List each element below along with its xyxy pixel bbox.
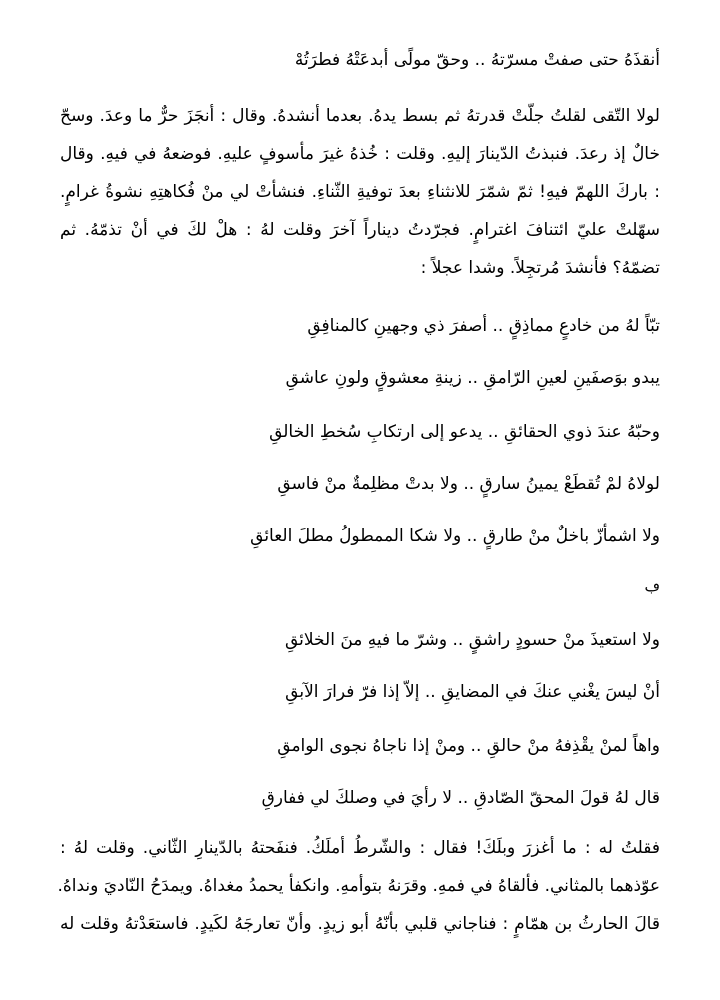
verse-line: لولاهُ لمْ تُقطَعْ يمينُ سارقٍ .. ولا بدتْ مظلِمةٌ منْ فاسقِ xyxy=(277,474,660,494)
prose-line: تضمّهُ؟ فأنشدَ مُرتجِلاً. وشدا عجلاً : xyxy=(420,258,660,278)
verse-line: ولا استعيذَ منْ حسودٍ راشقٍ .. وشرّ ما فيهِ منَ الخلائقِ xyxy=(285,630,660,650)
verse-line: تبّاً لهُ من خادعٍ مماذِقٍ .. أصفرَ ذي وجهينِ كالمنافِقِ xyxy=(307,316,660,336)
prose-line: سهّلتْ عليّ ائتنافَ اغترامٍ. فجرّدتُ ديناراً آخرَ وقلت لهُ : هلْ لكَ في أنْ تذمّهُ. ثم xyxy=(60,220,660,240)
verse-line: ولا اشمأزّ باخلٌ منْ طارقٍ .. ولا شكا الممطولُ مطلَ العائقِ xyxy=(250,526,660,546)
prose-line: خالٌ إذ رعدَ. فنبذتُ الدّينارَ إليهِ. وقلت : خُذهُ غيرَ مأسوفٍ عليهِ. فوضعهُ في فيهِ. وقال xyxy=(60,144,660,164)
verse-line: وحبّهُ عندَ ذوي الحقائقِ .. يدعو إلى ارتكابِ سُخطِ الخالقِ xyxy=(269,422,660,442)
prose-line: عوّذهما بالمثاني. فألقاهُ في فمهِ. وقرَنهُ بتوأمهِ. وانكفأ يحمدُ مغداهُ. ويمدَحُ النّاديَ ونداهُ. xyxy=(57,876,660,896)
prose-line: لولا التّقى لقلتُ جلّتْ قدرتهُ ثم بسط يدهُ. بعدما أنشدهُ. وقال : أنجَزَ حرٌّ ما وعدَ. وسحّ xyxy=(60,106,660,126)
stray-glyph: ڢ xyxy=(644,577,660,595)
prose-line: فقلتُ له : ما أغزرَ وبلَكَ! فقال : والشّرطُ أملَكُ. فنفَحتهُ بالدّينارِ الثّاني. وقلت لهُ : xyxy=(60,838,660,858)
prose-line: قالَ الحارثُ بن همّامٍ : فناجاني قلبي بأنّهُ أبو زيدٍ. وأنّ تعارجَهُ لكَيدٍ. فاستعَدْتهُ وقلت له xyxy=(60,914,660,934)
verse-line: أنْ ليسَ يغْني عنكَ في المضايقِ .. إلاّ إذا فرّ فرارَ الآبقِ xyxy=(285,682,660,702)
verse-line: أنقذَهُ حتى صفتْ مسرّتهُ .. وحقّ مولًى أبدعَتْهُ فطرَتُهْ xyxy=(294,50,660,70)
verse-line: يبدو بوَصفَينِ لعينِ الرّامقِ .. زينةِ معشوقٍ ولونِ عاشقِ xyxy=(285,368,660,388)
verse-line: واهاً لمنْ يقْذِفهُ منْ حالقِ .. ومنْ إذا ناجاهُ نجوى الوامقِ xyxy=(277,736,660,756)
prose-line: : باركَ اللهمّ فيهِ! ثمّ شمّرَ للانثناءِ بعدَ توفيةِ الثّناءِ. فنشأتْ لي منْ فُكاهتِهِ نشوةُ غرامٍ. xyxy=(60,182,660,202)
verse-line: قال لهُ قولَ المحقّ الصّادقِ .. لا رأيَ في وصلكَ لي ففارقِ xyxy=(261,788,660,808)
